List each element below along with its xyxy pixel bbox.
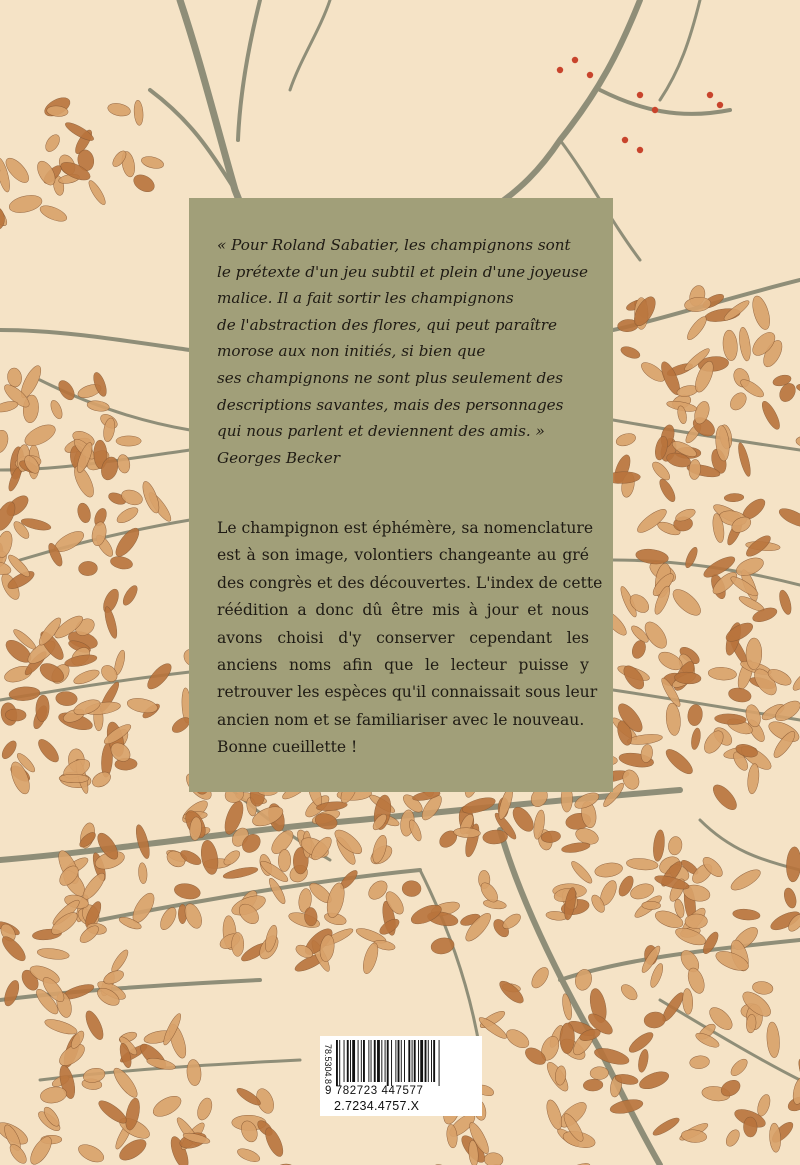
body-line: est à son image, volontiers changeante au gré bbox=[217, 546, 589, 565]
quote-line: de l'abstraction des flores, qui peut paraître bbox=[217, 315, 557, 334]
quote-author: Georges Becker bbox=[217, 448, 340, 467]
quote-line: qui nous parlent et deviennent des amis. » bbox=[217, 422, 545, 441]
closing-line: Bonne cueillette ! bbox=[217, 738, 358, 757]
body-line: avons choisi d'y conserver cependant les bbox=[217, 628, 589, 647]
barcode-bars bbox=[335, 1040, 477, 1086]
body-line: réédition a donc dû être mis à jour et nous bbox=[217, 601, 589, 620]
text-panel bbox=[189, 198, 613, 792]
quote-line: morose aux non initiés, si bien que bbox=[217, 342, 486, 361]
body-line: Le champignon est éphémère, sa nomenclature bbox=[217, 519, 594, 537]
description-paragraph bbox=[217, 515, 603, 762]
body-line: anciens noms afin que le lecteur puisse y bbox=[217, 656, 589, 675]
quote-line: malice. Il a fait sortir les champignons bbox=[217, 289, 514, 308]
body-line: retrouver les espèces qu'il connaissait sous leur bbox=[217, 683, 598, 702]
body-line: des congrès et des découvertes. L'index de cette bbox=[217, 573, 603, 592]
barcode-side-code bbox=[321, 1042, 335, 1088]
barcode-side-text: 78.5304.8 bbox=[323, 1044, 333, 1085]
isbn-number: 2.7234.4757.X bbox=[334, 1099, 420, 1113]
quote-block bbox=[217, 232, 613, 471]
barcode-label bbox=[320, 1036, 482, 1116]
ean-number: 9 782723 447577 bbox=[325, 1085, 424, 1097]
quote-line: ses champignons ne sont plus seulement des bbox=[217, 368, 564, 387]
quote-line: le prétexte d'un jeu subtil et plein d'une joyeuse bbox=[217, 262, 588, 281]
body-line: ancien nom et se familiariser avec le nouveau. bbox=[217, 710, 585, 729]
quote-line: descriptions savantes, mais des personnages bbox=[217, 395, 564, 414]
quote-line: « Pour Roland Sabatier, les champignons sont bbox=[217, 236, 571, 254]
